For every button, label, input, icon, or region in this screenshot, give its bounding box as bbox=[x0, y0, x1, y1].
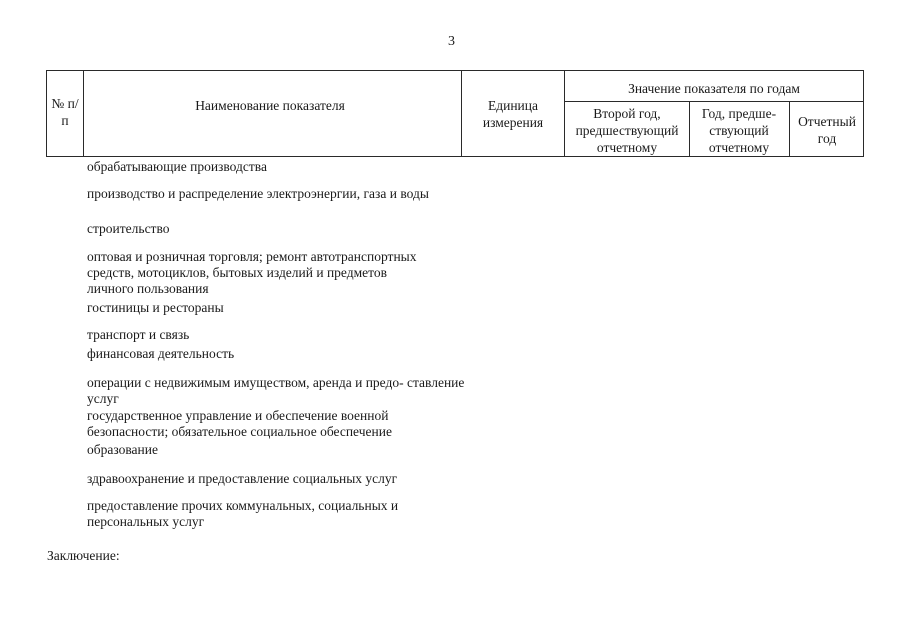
list-item: оптовая и розничная торговля; ремонт автотранспортных средств, мотоциклов, бытовых изделий и предметов личного пользования bbox=[87, 249, 417, 296]
page-number: 3 bbox=[448, 34, 455, 49]
list-item: транспорт и связь bbox=[87, 327, 190, 342]
right-border bbox=[863, 70, 864, 157]
second-year-header: Второй год, предшествующий отчетному bbox=[575, 106, 679, 155]
list-item: государственное управление и обеспечение военной безопасности; обязательное социальное обеспечение bbox=[87, 408, 392, 439]
conclusion-label: Заключение: bbox=[47, 548, 120, 563]
list-item: обрабатывающие производства bbox=[87, 159, 267, 174]
report-year-header: Отчетный год bbox=[798, 114, 856, 146]
list-item: строительство bbox=[87, 221, 170, 236]
list-item: производство и распределение электроэнергии, газа и воды bbox=[87, 186, 429, 201]
header-bottom-border bbox=[46, 156, 864, 157]
prev-year-header: Год, предше- ствующий отчетному bbox=[701, 106, 777, 155]
number-col-header: № п/п bbox=[51, 96, 79, 128]
list-item: операции с недвижимым имуществом, аренда и предо- ставление услуг bbox=[87, 375, 465, 406]
list-item: образование bbox=[87, 442, 158, 457]
values-group-header: Значение показателя по годам bbox=[628, 81, 800, 96]
list-item: гостиницы и рестораны bbox=[87, 300, 224, 315]
unit-col-divider bbox=[564, 70, 565, 157]
values-group-divider bbox=[564, 101, 864, 102]
name-col-header: Наименование показателя bbox=[195, 98, 345, 113]
list-item: финансовая деятельность bbox=[87, 346, 235, 361]
list-item: предоставление прочих коммунальных, социальных и персональных услуг bbox=[87, 498, 399, 529]
prev-year-divider bbox=[789, 101, 790, 157]
number-col-divider bbox=[83, 70, 84, 157]
name-col-divider bbox=[461, 70, 462, 157]
left-border bbox=[46, 70, 47, 157]
second-year-divider bbox=[689, 101, 690, 157]
header-top-border bbox=[46, 70, 864, 71]
unit-col-header: Единица измерения bbox=[482, 98, 544, 130]
list-item: здравоохранение и предоставление социальных услуг bbox=[87, 471, 398, 486]
